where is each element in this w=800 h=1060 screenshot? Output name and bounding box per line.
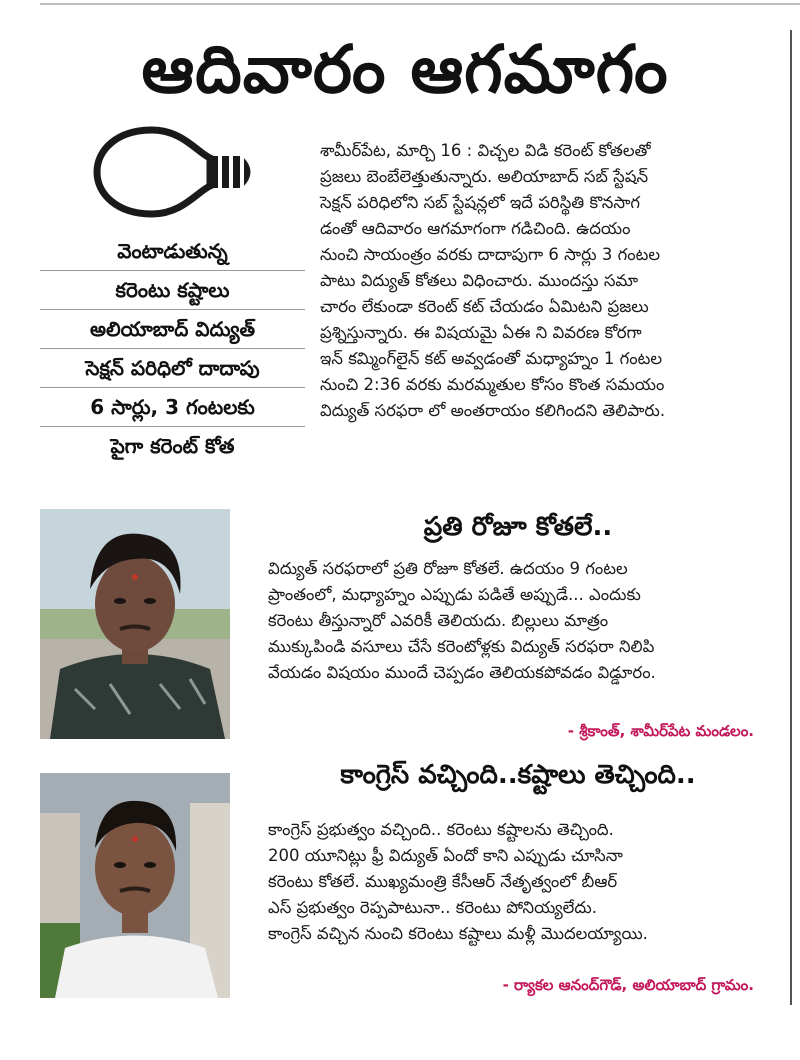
person-photo-anand-goud — [40, 773, 230, 998]
subheadline: వెంటాడుతున్న — [40, 232, 305, 271]
subheadline: అలియాబాద్ విద్యుత్ — [40, 310, 305, 349]
top-rule — [40, 3, 800, 5]
subheadlines — [40, 232, 305, 465]
person-photo-srikanth — [40, 509, 230, 739]
subheadline: కరెంటు కష్టాలు — [40, 271, 305, 310]
byline: - శ్రీకాంత్, శామీర్‌పేట మండలం. — [567, 722, 754, 740]
subheadline: సెక్షన్ పరిధిలో దాదాపు — [40, 349, 305, 388]
column-divider — [790, 30, 792, 1005]
section-title: కాంగ్రెస్ వచ్చింది..కష్టాలు తెచ్చింది.. — [340, 760, 696, 790]
section-title: ప్రతి రోజూ కోతలే.. — [423, 512, 613, 542]
section-story-text: విద్యుత్ సరఫరాలో ప్రతి రోజూ కోతలే. ఉదయం 9 గంటల ప్రాంతంలో, మధ్యాహ్నం ఎప్పుడు పడితే అప్పుడే... ఎందుకు కరెంటు తీస్తున్నారో ఎవరికీ తెలియదు. బిల్లులు మాత్రం ముక్కుపిండి వసూలు చేసే కరెంటోళ్లకు విద్యుత్ సరఫరా నిలిపి వేయడం విషయం ముందే చెప్పడం తెలియకపోవడం విడ్డూరం. — [268, 559, 656, 682]
byline: - ర్యాకల ఆనంద్‌గౌడ్, అలియాబాద్ గ్రామం. — [502, 976, 754, 994]
light-bulb-icon — [92, 122, 262, 222]
section-story-text: కాంగ్రెస్ ప్రభుత్వం వచ్చింది.. కరెంటు కష్టాలను తెచ్చింది. 200 యూనిట్లు ఫ్రీ విద్యుత్ ఏందో కాని ఎప్పుడు చూసినా కరెంటు కోతలే. ముఖ్యమంత్రి కేసీఆర్ నేతృత్వంలో బీఆర్ ఎస్ ప్రభుత్వం రెప్పపాటునా.. కరెంటు పోనియ్యలేదు. కాంగ్రెస్ వచ్చిన నుంచి కరెంటు కష్టాలు మళ్లీ మొదలయ్యాయి. — [268, 820, 648, 943]
headline: ఆదివారం ఆగమాగం — [141, 31, 669, 108]
subheadline: 6 సార్లు, 3 గంటలకు — [40, 388, 305, 427]
subheadline: పైగా కరెంట్ కోత — [110, 434, 235, 458]
main-story-text: శామీర్‌పేట, మార్చి 16 : విచ్చల విడి కరెంట్ కోతలతో ప్రజలు బెంబేలెత్తుతున్నారు. అలియాబాద్ సబ్ స్టేషన్ సెక్షన్ పరిధిలోని సబ్ స్టేషన్లలో ఇదే పరిస్థితి కొనసాగ డంతో ఆదివారం ఆగమాగంగా గడిచింది. ఉదయం నుంచి సాయంత్రం వరకు దాదాపుగా 6 సార్లు 3 గంటల పాటు విద్యుత్ కోతలు విధించారు. ముందస్తు సమా చారం లేకుండా కరెంట్ కట్ చేయడం ఏమిటని ప్రజలు ప్రశ్నిస్తున్నారు. ఈ విషయమై ఏఈ ని వివరణ కోరగా ఇన్ కమ్మింగ్‌లైన్ కట్ అవ్వడంతో మధ్యాహ్నం 1 గంటల నుంచి 2:36 వరకు మరమ్మతుల కోసం కొంత సమయం విద్యుత్ సరఫరా లో అంతరాయం కలిగిందని తెలిపారు. — [320, 141, 666, 420]
